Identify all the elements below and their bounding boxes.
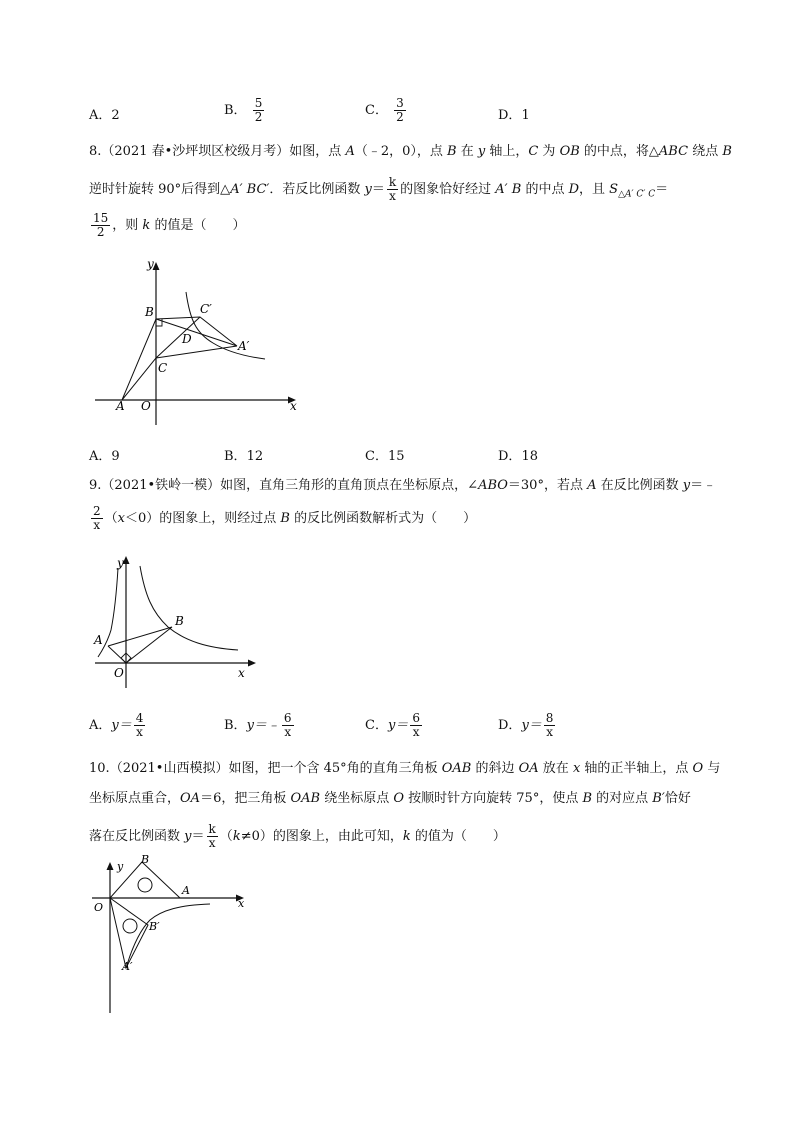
q10-fig-label-b: B [141,853,150,866]
q7-option-b: B． $\frac{5}{2}$ [224,96,263,124]
q7-option-a: A．2 [89,108,120,123]
q8-fig-label-a1: A′ [238,339,250,353]
q10-line-2: 坐标原点重合，OA＝6，把三角板 OAB 绕坐标原点 O 按顺时针方向旋转 75°，使点 B 的对应点 B′恰好 [89,791,691,806]
q8-fig-label-d: D [182,332,192,346]
q9-option-c: C．y＝ $\frac{6}{x}$ [365,711,420,739]
q9-fig-label-x: x [238,666,245,680]
q8-fig-label-y: y [147,257,154,271]
q9-line-2: $\frac{2}{x}$ （x＜0）的图象上，则经过点 B 的反比例函数解析式为（ ） [93,504,477,532]
q10-fig-label-y: y [117,860,124,873]
q10-line-1: 10.（2021•山西模拟）如图，把一个含 45°角的直角三角板 OAB 的斜边 OA 放在 x 轴的正半轴上，点 O 与 [89,761,721,776]
q9-fig-label-o: O [114,666,124,680]
q8-fig-label-b: B [145,305,154,319]
q9-option-b: B．y＝﹣ $\frac{6}{x}$ [224,711,292,739]
q8-fig-label-a: A [116,399,125,413]
q9-figure [90,548,265,690]
q9-option-a: A．y＝ $\frac{4}{x}$ [89,711,144,739]
q9-fig-label-b: B [175,614,184,628]
q10-fig-label-a1: A′ [122,960,133,973]
q8-fig-label-o: O [141,399,151,413]
q8-option-a: A．9 [89,449,120,464]
q8-fig-label-c: C [158,361,168,375]
q9-line-1: 9.（2021•铁岭一模）如图，直角三角形的直角顶点在坐标原点，∠ABO＝30°，若点 A 在反比例函数 y＝﹣ [89,478,717,493]
q7-option-c: C． $\frac{3}{2}$ [365,96,404,124]
q10-line-3: 落在反比例函数 y＝ $\frac{k}{x}$ （k≠0）的图象上，由此可知，k 的值为（ ） [89,822,506,850]
q10-fig-label-a: A [182,884,190,897]
q9-fig-label-y: y [117,556,124,570]
q10-fig-label-x: x [238,897,245,910]
q7-option-d: D．1 [498,108,530,123]
q8-line-3: $\frac{15}{2}$ ，则 k 的值是（ ） [93,211,246,239]
q8-figure [90,255,305,430]
q10-fig-label-o: O [94,901,104,914]
q8-line-1: 8.（2021 春•沙坪坝区校级月考）如图，点 A（﹣2，0），点 B 在 y 轴上，C 为 OB 的中点，将△ABC 绕点 B [89,144,732,159]
q9-option-d: D．y＝ $\frac{8}{x}$ [498,711,554,739]
q10-fig-label-b1: B′ [149,920,160,933]
q10-figure [90,852,250,1017]
q8-option-b: B．12 [224,449,264,464]
q9-fig-label-a: A [94,633,103,647]
q8-line-2: 逆时针旋转 90°后得到△A′ BC′．若反比例函数 y＝ $\frac{k}{x}$ 的图象恰好经过 A′ B 的中点 D，且 $S_{\triangle A' C' C}=$ [89,175,669,203]
q8-option-d: D．18 [498,449,538,464]
q8-fig-label-x: x [290,399,297,413]
q8-fig-label-c1: C′ [200,302,212,316]
q8-option-c: C．15 [365,449,405,464]
